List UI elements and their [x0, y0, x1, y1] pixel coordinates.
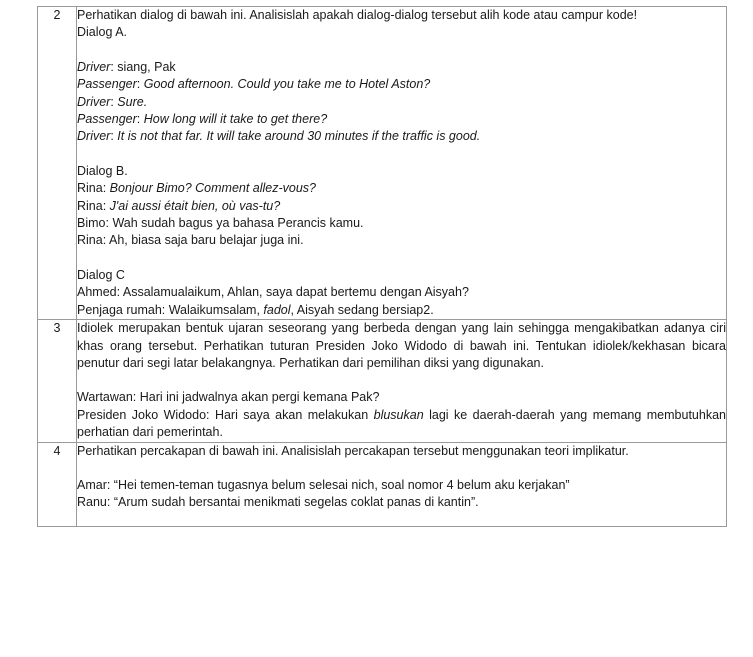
dialog-separator: : — [110, 94, 118, 109]
dialog-line — [77, 59, 726, 76]
question-prompt: Perhatikan percakapan di bawah ini. Analisislah percakapan tersebut menggunakan teori implikatur. — [77, 443, 629, 458]
dialog-speaker: Driver — [77, 94, 111, 109]
question-number: 4 — [53, 443, 61, 458]
table-row — [38, 442, 727, 526]
dialog-line — [77, 215, 726, 232]
dialog-line — [77, 180, 726, 197]
dialog-term-italic: fadol — [263, 302, 291, 317]
spacer — [77, 372, 726, 389]
spacer — [77, 460, 726, 477]
table-row — [38, 7, 727, 320]
dialog-text: siang, Pak — [117, 59, 176, 74]
dialog-text: Bonjour Bimo? Comment allez-vous? — [109, 181, 317, 196]
dialog-separator: : — [136, 112, 144, 127]
quote-line — [77, 407, 726, 442]
spacer — [77, 250, 726, 267]
dialog-text: Ah, biasa saja baru belajar juga ini. — [108, 233, 304, 248]
dialog-text-pre: Penjaga rumah: Walaikumsalam, — [77, 302, 264, 317]
question-body-cell — [77, 320, 727, 442]
dialog-a-heading: Dialog A. — [77, 25, 128, 40]
dialog-b-heading: Dialog B. — [77, 163, 128, 178]
question-prompt: Idiolek merupakan bentuk ujaran seseorang yang berbeda dengan yang lain sehingga mengakibatkan adanya ciri khas orang tersebut. Perhatikan tuturan Presiden Joko Widodo di bawah ini. Tentukan idiolek/kekhasan bicara penutur dari segi latar belakangnya. Perhatikan dari pemilihan diksi yang digunakan. — [77, 321, 726, 370]
dialog-speaker: Rina — [77, 198, 103, 213]
question-body-cell — [77, 7, 727, 320]
dialog-line — [77, 198, 726, 215]
question-number-cell — [38, 442, 77, 526]
question-body-cell — [77, 442, 727, 526]
dialog-separator: : — [136, 77, 144, 92]
dialog-line — [77, 128, 726, 145]
dialog-separator: : — [105, 216, 113, 231]
dialog-line: Ahmed: Assalamualaikum, Ahlan, saya dapat bertemu dengan Aisyah? — [77, 285, 469, 300]
quote-line: Amar: “Hei temen-teman tugasnya belum selesai nich, soal nomor 4 belum aku kerjakan” — [77, 477, 570, 492]
dialog-text-post: , Aisyah sedang bersiap2. — [290, 302, 434, 317]
dialog-speaker: Passenger — [77, 112, 137, 127]
dialog-separator: : — [102, 198, 110, 213]
quote-term-italic: blusukan — [373, 407, 424, 422]
dialog-speaker: Bimo — [77, 216, 106, 231]
question-number-cell — [38, 7, 77, 320]
dialog-speaker: Driver — [77, 129, 111, 144]
table-row — [38, 320, 727, 442]
dialog-separator: : — [110, 129, 118, 144]
dialog-line — [77, 232, 726, 249]
dialog-c-heading: Dialog C — [77, 267, 125, 282]
dialog-line — [77, 111, 726, 128]
quote-line: Ranu: “Arum sudah bersantai menikmati segelas coklat panas di kantin”. — [77, 495, 479, 510]
dialog-speaker: Rina — [77, 233, 103, 248]
dialog-text: Sure. — [117, 94, 148, 109]
dialog-separator: : — [110, 59, 118, 74]
dialog-text: Wah sudah bagus ya bahasa Perancis kamu. — [112, 216, 364, 231]
dialog-line — [77, 302, 726, 319]
question-number: 2 — [53, 8, 61, 22]
quote-text-pre: Presiden Joko Widodo: Hari saya akan melakukan — [77, 407, 374, 422]
dialog-separator: : — [102, 181, 110, 196]
dialog-text: How long will it take to get there? — [143, 112, 328, 127]
spacer — [77, 512, 726, 526]
dialog-text: Good afternoon. Could you take me to Hotel Aston? — [143, 77, 431, 92]
dialog-speaker: Rina — [77, 181, 103, 196]
exam-question-table — [37, 6, 727, 527]
question-number-cell — [38, 320, 77, 442]
quote-line: Wartawan: Hari ini jadwalnya akan pergi kemana Pak? — [77, 390, 380, 405]
dialog-text: It is not that far. It will take around 30 minutes if the traffic is good. — [117, 129, 481, 144]
quote-text-post: lagi ke daerah-daerah yang memang membutuhkan perhatian dari pemerintah. — [77, 407, 726, 440]
dialog-separator: : — [102, 233, 109, 248]
dialog-line — [77, 94, 726, 111]
spacer — [77, 146, 726, 163]
question-prompt: Perhatikan dialog di bawah ini. Analisislah apakah dialog-dialog tersebut alih kode atau campur kode! — [77, 8, 638, 22]
dialog-speaker: Passenger — [77, 77, 137, 92]
dialog-speaker: Driver — [77, 59, 111, 74]
question-number: 3 — [53, 321, 61, 336]
dialog-text: J'ai aussi était bien, où vas-tu? — [109, 198, 281, 213]
spacer — [77, 42, 726, 59]
dialog-line — [77, 76, 726, 93]
